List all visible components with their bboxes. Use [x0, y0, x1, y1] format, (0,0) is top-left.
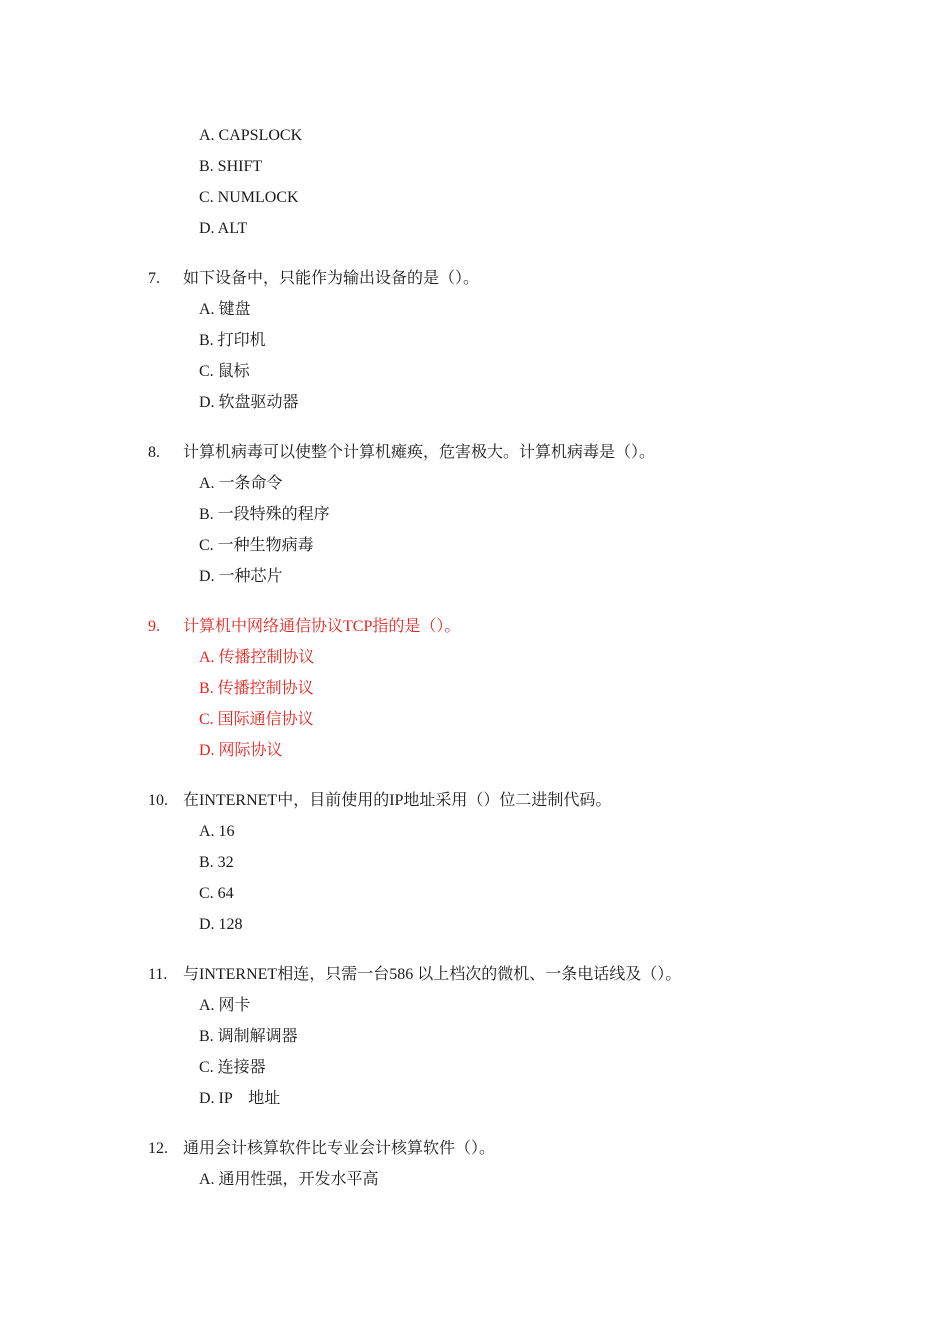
option-c: C. 一种生物病毒: [199, 537, 314, 554]
option-b: B. 打印机: [199, 332, 266, 349]
option-d: D. 128: [199, 916, 243, 933]
option-a: A. 16: [199, 823, 235, 840]
option-d: D. IP 地址: [199, 1090, 281, 1107]
question-text: 计算机病毒可以使整个计算机瘫痪，危害极大。计算机病毒是（）。: [183, 444, 656, 461]
question-number: 9.: [148, 618, 160, 635]
option-a: A. 通用性强，开发水平高: [199, 1171, 379, 1188]
option-c: C. NUMLOCK: [199, 189, 299, 206]
option-a: A. 一条命令: [199, 475, 283, 492]
question-text: 计算机中网络通信协议TCP指的是（）。: [183, 618, 461, 635]
option-d: D. ALT: [199, 220, 248, 237]
option-b: B. 一段特殊的程序: [199, 506, 330, 523]
option-c: C. 64: [199, 885, 234, 902]
option-c: C. 连接器: [199, 1059, 266, 1076]
question-number: 10.: [148, 792, 168, 809]
question-number: 7.: [148, 270, 160, 287]
question-number: 12.: [148, 1140, 168, 1157]
option-d: D. 网际协议: [199, 742, 283, 759]
option-a: A. 网卡: [199, 997, 251, 1014]
option-d: D. 一种芯片: [199, 568, 283, 585]
option-b: B. 调制解调器: [199, 1028, 298, 1045]
question-text: 通用会计核算软件比专业会计核算软件（）。: [183, 1140, 496, 1157]
option-c: C. 鼠标: [199, 363, 250, 380]
option-b: B. 传播控制协议: [199, 680, 314, 697]
option-a: A. CAPSLOCK: [199, 127, 303, 144]
option-a: A. 传播控制协议: [199, 649, 315, 666]
option-d: D. 软盘驱动器: [199, 394, 299, 411]
option-b: B. SHIFT: [199, 158, 263, 175]
question-number: 8.: [148, 444, 160, 461]
option-c: C. 国际通信协议: [199, 711, 314, 728]
option-b: B. 32: [199, 854, 234, 871]
question-text: 与INTERNET相连，只需一台586 以上档次的微机、一条电话线及（）。: [183, 966, 682, 983]
question-number: 11.: [148, 966, 168, 983]
question-text: 如下设备中，只能作为输出设备的是（）。: [183, 270, 480, 287]
option-a: A. 键盘: [199, 301, 251, 318]
question-text: 在INTERNET中，目前使用的IP地址采用（）位二进制代码。: [183, 792, 612, 809]
